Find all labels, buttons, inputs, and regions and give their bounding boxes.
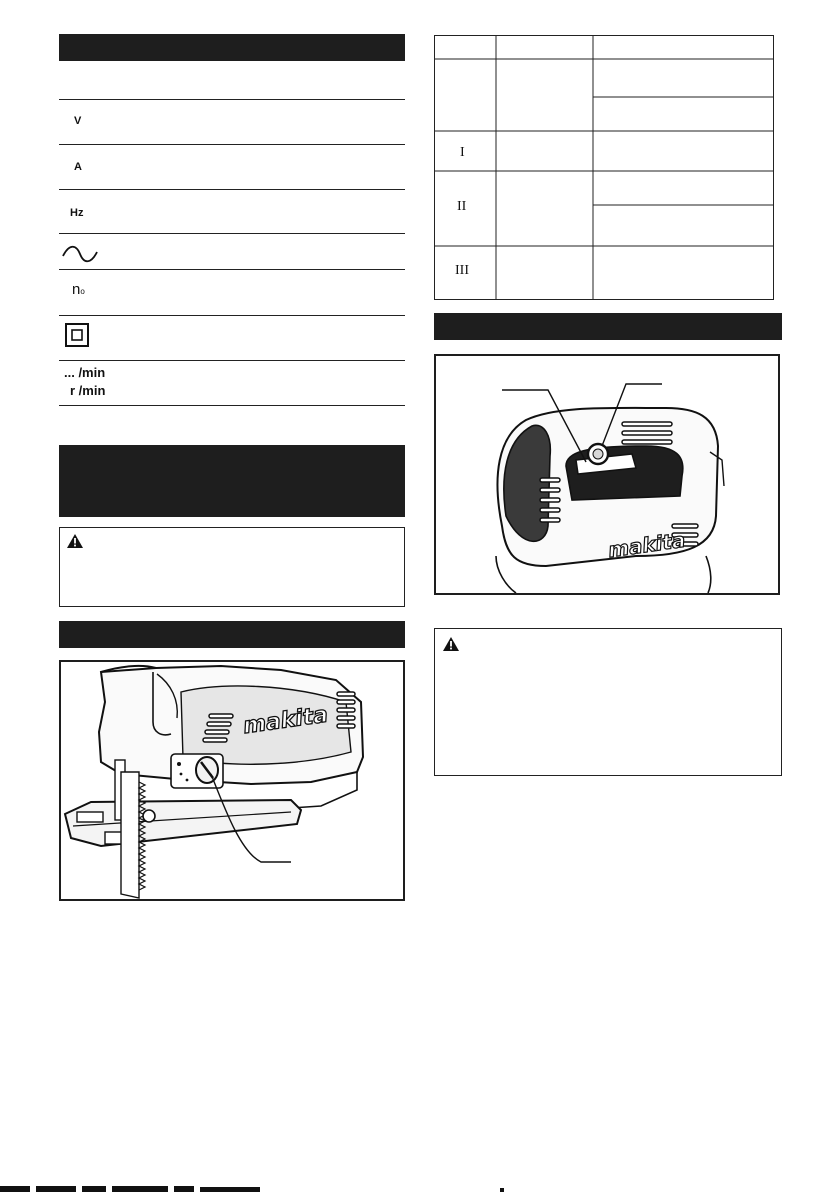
volt-symbol: V xyxy=(74,115,82,127)
symbols-table-rule xyxy=(59,99,405,100)
ampere-symbol: A xyxy=(74,161,82,173)
class-ii-double-insulation-icon xyxy=(65,323,89,347)
symbols-table-rule xyxy=(59,315,405,316)
jigsaw-side-illustration xyxy=(61,662,403,899)
caution-box xyxy=(59,527,405,607)
warning-triangle-icon xyxy=(442,636,460,652)
mode-two-label: II xyxy=(457,199,467,214)
speed-mode-table xyxy=(434,35,774,300)
speed-mode-table-grid xyxy=(434,35,774,300)
makita-logo: makita xyxy=(241,702,330,740)
symbols-table-rule xyxy=(59,405,405,406)
symbols-table-rule xyxy=(59,233,405,234)
section-heading-bar-functional xyxy=(59,445,405,517)
section-heading-bar-symbols xyxy=(59,34,405,61)
symbols-table-rule xyxy=(59,269,405,270)
warning-triangle-icon xyxy=(66,533,84,549)
figure-jigsaw-speed-dial xyxy=(59,660,405,901)
mode-three-label: III xyxy=(455,263,469,278)
symbols-table-rule xyxy=(59,144,405,145)
symbols-table-rule xyxy=(59,360,405,361)
warning-box xyxy=(434,628,782,776)
symbols-table-rule xyxy=(59,189,405,190)
rpm-symbol: r /min xyxy=(70,383,106,398)
jigsaw-handle-illustration xyxy=(436,356,778,593)
mode-one-label: I xyxy=(460,145,465,160)
section-heading-bar-speed-dial xyxy=(59,621,405,648)
cropped-footer-text-strip xyxy=(0,1183,840,1192)
makita-logo-2: makita xyxy=(606,527,687,563)
section-heading-bar-switch xyxy=(434,313,782,340)
no-load-speed-symbol: no xyxy=(72,281,85,298)
figure-switch-action xyxy=(434,354,780,595)
hertz-symbol: Hz xyxy=(70,207,84,219)
per-minute-symbol: ... /min xyxy=(64,365,106,380)
alternating-current-icon xyxy=(61,244,99,264)
